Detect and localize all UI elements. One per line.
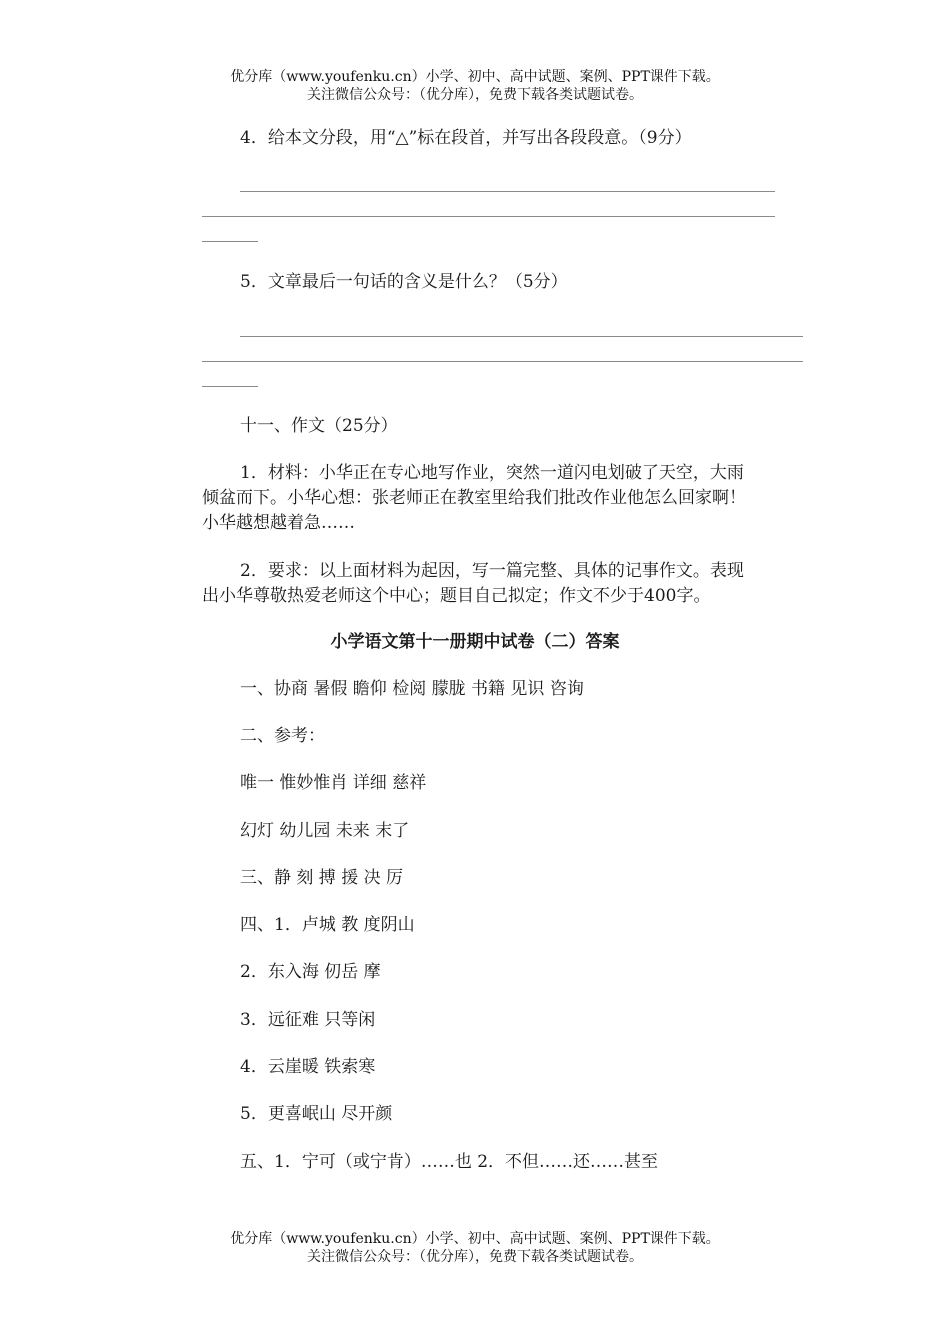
answer-line [202, 361, 803, 362]
page-header [0, 68, 950, 104]
requirement-line-2: 出小华尊敬热爱老师这个中心；题目自己拟定；作文不少于400字。 [202, 586, 711, 606]
material-line-2: 倾盆而下。小华心想：张老师正在教室里给我们批改作业他怎么回家啊！ [202, 488, 746, 508]
answer-line-7: 2．东入海 仞岳 摩 [240, 962, 381, 982]
answer-line-2: 二、参考： [240, 726, 325, 746]
answer-line [202, 241, 258, 242]
answer-line [202, 216, 775, 217]
answer-line-6: 四、1．卢城 教 度阴山 [240, 915, 415, 935]
question-5: 5．文章最后一句话的含义是什么？（5分） [240, 272, 568, 292]
answer-line-11: 五、1．宁可（或宁肯）……也 2．不但……还……甚至 [240, 1152, 659, 1172]
question-4: 4．给本文分段，用“△”标在段首，并写出各段段意。（9分） [240, 128, 692, 148]
header-line-2: 关注微信公众号：（优分库），免费下载各类试题试卷。 [307, 87, 643, 103]
answer-line-5: 三、静 刻 搏 援 决 厉 [240, 868, 404, 888]
answer-line-3: 唯一 惟妙惟肖 详细 慈祥 [240, 773, 427, 793]
answer-line [240, 336, 803, 337]
answer-line [202, 386, 258, 387]
material-line-3: 小华越想越着急…… [202, 513, 355, 533]
page-footer [0, 1230, 950, 1266]
answer-line-9: 4．云崖暖 铁索寒 [240, 1057, 376, 1077]
answers-title: 小学语文第十一册期中试卷（二）答案 [330, 632, 620, 652]
answer-line-10: 5．更喜岷山 尽开颜 [240, 1104, 393, 1124]
footer-line-2: 关注微信公众号：（优分库），免费下载各类试题试卷。 [307, 1249, 643, 1265]
requirement-line-1: 2．要求：以上面材料为起因，写一篇完整、具体的记事作文。表现 [240, 561, 744, 581]
material-line-1: 1．材料：小华正在专心地写作业，突然一道闪电划破了天空，大雨 [240, 463, 744, 483]
answer-line-1: 一、协商 暑假 瞻仰 检阅 朦胧 书籍 见识 咨询 [240, 679, 584, 699]
footer-line-1: 优分库（www.youfenku.cn）小学、初中、高中试题、案例、PPT课件下载。 [230, 1231, 720, 1247]
answer-line-8: 3．远征难 只等闲 [240, 1010, 376, 1030]
answer-line-4: 幻灯 幼儿园 未来 末了 [240, 821, 410, 841]
composition-heading: 十一、作文（25分） [240, 416, 398, 436]
answer-line [240, 191, 775, 192]
header-line-1: 优分库（www.youfenku.cn）小学、初中、高中试题、案例、PPT课件下载。 [230, 69, 720, 85]
